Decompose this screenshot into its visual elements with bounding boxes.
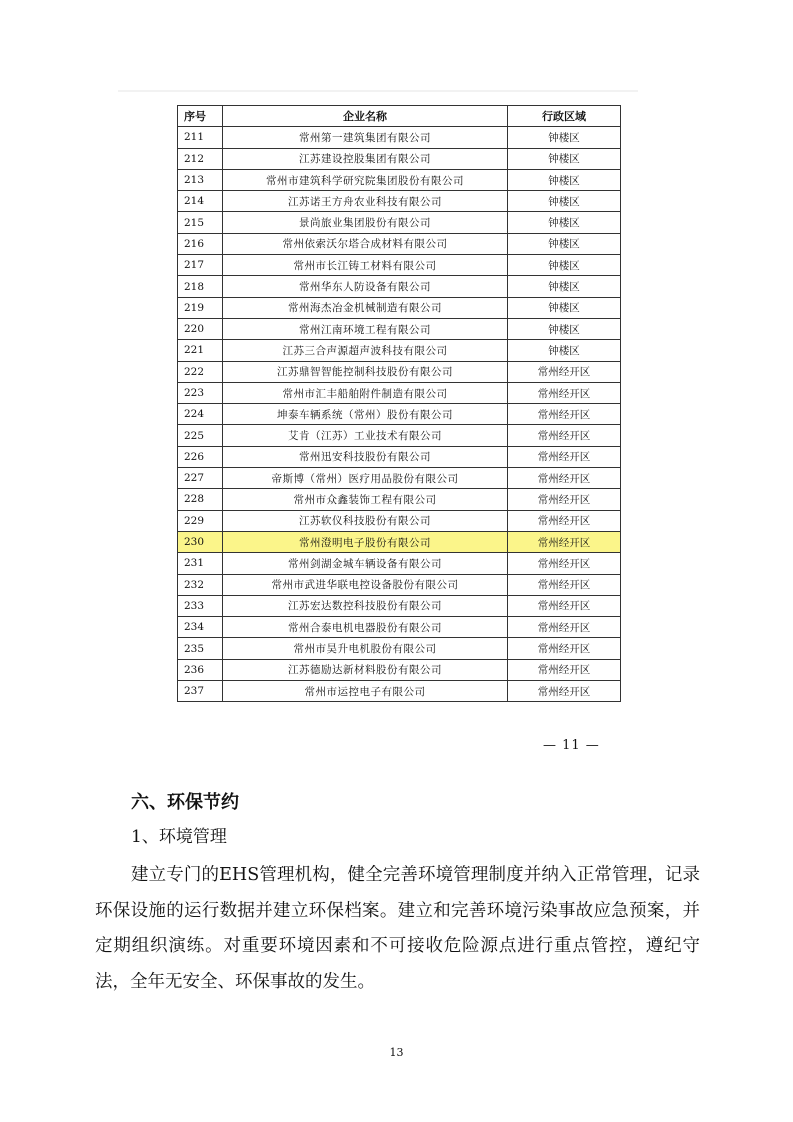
cell-company: 常州市汇丰船舶附件制造有限公司 bbox=[223, 382, 508, 403]
cell-district: 常州经开区 bbox=[508, 361, 621, 382]
cell-district: 常州经开区 bbox=[508, 489, 621, 510]
table-row bbox=[178, 531, 621, 552]
cell-district: 常州经开区 bbox=[508, 468, 621, 489]
table-row bbox=[178, 382, 621, 403]
cell-serial: 237 bbox=[178, 681, 223, 702]
cell-serial: 228 bbox=[178, 489, 223, 510]
subsection-title: 1、环境管理 bbox=[131, 827, 227, 847]
cell-district: 钟楼区 bbox=[508, 297, 621, 318]
cell-serial: 223 bbox=[178, 382, 223, 403]
cell-district: 常州经开区 bbox=[508, 553, 621, 574]
table-row bbox=[178, 468, 621, 489]
table-header-row bbox=[178, 106, 621, 127]
cell-company: 常州第一建筑集团有限公司 bbox=[223, 127, 508, 148]
cell-serial: 229 bbox=[178, 510, 223, 531]
table-row bbox=[178, 255, 621, 276]
table-row bbox=[178, 425, 621, 446]
cell-district: 常州经开区 bbox=[508, 382, 621, 403]
cell-district: 钟楼区 bbox=[508, 169, 621, 190]
cell-district: 钟楼区 bbox=[508, 255, 621, 276]
header-district: 行政区域 bbox=[508, 106, 621, 127]
cell-district: 常州经开区 bbox=[508, 574, 621, 595]
cell-serial: 226 bbox=[178, 446, 223, 467]
cell-district: 钟楼区 bbox=[508, 233, 621, 254]
cell-company: 景尚旅业集团股份有限公司 bbox=[223, 212, 508, 233]
table-row bbox=[178, 617, 621, 638]
cell-company: 常州市运控电子有限公司 bbox=[223, 681, 508, 702]
cell-company: 常州市众鑫装饰工程有限公司 bbox=[223, 489, 508, 510]
cell-district: 常州经开区 bbox=[508, 510, 621, 531]
cell-company: 江苏建设控股集团有限公司 bbox=[223, 148, 508, 169]
table-row bbox=[178, 191, 621, 212]
table-row bbox=[178, 659, 621, 680]
cell-company: 江苏软仪科技股份有限公司 bbox=[223, 510, 508, 531]
cell-company: 江苏鼎智智能控制科技股份有限公司 bbox=[223, 361, 508, 382]
table-body bbox=[178, 127, 621, 702]
cell-serial: 219 bbox=[178, 297, 223, 318]
enterprise-table bbox=[177, 105, 621, 702]
table-row bbox=[178, 340, 621, 361]
cell-serial: 232 bbox=[178, 574, 223, 595]
table-row bbox=[178, 233, 621, 254]
cell-district: 钟楼区 bbox=[508, 148, 621, 169]
table-row bbox=[178, 361, 621, 382]
header-company: 企业名称 bbox=[223, 106, 508, 127]
table-row bbox=[178, 148, 621, 169]
cell-district: 常州经开区 bbox=[508, 638, 621, 659]
table-row bbox=[178, 212, 621, 233]
cell-serial: 215 bbox=[178, 212, 223, 233]
cell-company: 常州剑湖金城车辆设备有限公司 bbox=[223, 553, 508, 574]
inner-page-number: — 11 — bbox=[543, 738, 600, 753]
cell-serial: 224 bbox=[178, 404, 223, 425]
cell-district: 常州经开区 bbox=[508, 446, 621, 467]
cell-company: 江苏三合声源超声波科技有限公司 bbox=[223, 340, 508, 361]
cell-company: 常州市长江铸工材料有限公司 bbox=[223, 255, 508, 276]
cell-company: 常州江南环境工程有限公司 bbox=[223, 318, 508, 339]
cell-company: 江苏诺王方舟农业科技有限公司 bbox=[223, 191, 508, 212]
cell-company: 艾肯（江苏）工业技术有限公司 bbox=[223, 425, 508, 446]
cell-company: 常州迅安科技股份有限公司 bbox=[223, 446, 508, 467]
table-row bbox=[178, 297, 621, 318]
cell-district: 常州经开区 bbox=[508, 617, 621, 638]
table-row bbox=[178, 276, 621, 297]
cell-district: 常州经开区 bbox=[508, 659, 621, 680]
cell-serial: 225 bbox=[178, 425, 223, 446]
table-row bbox=[178, 638, 621, 659]
table-row bbox=[178, 489, 621, 510]
table-row bbox=[178, 595, 621, 616]
cell-district: 常州经开区 bbox=[508, 531, 621, 552]
cell-district: 常州经开区 bbox=[508, 425, 621, 446]
cell-district: 钟楼区 bbox=[508, 318, 621, 339]
table-row bbox=[178, 510, 621, 531]
cell-district: 常州经开区 bbox=[508, 681, 621, 702]
body-paragraph: 建立专门的EHS管理机构，健全完善环境管理制度并纳入正常管理，记录环保设施的运行数据并建立环保档案。建立和完善环境污染事故应急预案，并定期组织演练。对重要环境因素和不可接收危险源点进行重点管控，遵纪守法，全年无安全、环保事故的发生。 bbox=[95, 865, 700, 992]
cell-company: 常州市武进华联电控设备股份有限公司 bbox=[223, 574, 508, 595]
cell-district: 钟楼区 bbox=[508, 276, 621, 297]
cell-serial: 217 bbox=[178, 255, 223, 276]
table-row bbox=[178, 127, 621, 148]
cell-serial: 231 bbox=[178, 553, 223, 574]
page-number: 13 bbox=[389, 1046, 404, 1059]
cell-serial: 227 bbox=[178, 468, 223, 489]
header-serial: 序号 bbox=[178, 106, 223, 127]
cell-company: 帝斯博（常州）医疗用品股份有限公司 bbox=[223, 468, 508, 489]
cell-company: 常州依索沃尔塔合成材料有限公司 bbox=[223, 233, 508, 254]
table-row bbox=[178, 404, 621, 425]
cell-serial: 211 bbox=[178, 127, 223, 148]
cell-company: 常州合泰电机电器股份有限公司 bbox=[223, 617, 508, 638]
cell-company: 常州市建筑科学研究院集团股份有限公司 bbox=[223, 169, 508, 190]
cell-district: 常州经开区 bbox=[508, 595, 621, 616]
section-title: 六、环保节约 bbox=[131, 792, 239, 813]
cell-serial: 216 bbox=[178, 233, 223, 254]
cell-serial: 212 bbox=[178, 148, 223, 169]
table-row bbox=[178, 169, 621, 190]
table-row bbox=[178, 446, 621, 467]
cell-company: 常州华东人防设备有限公司 bbox=[223, 276, 508, 297]
cell-serial: 218 bbox=[178, 276, 223, 297]
cell-serial: 236 bbox=[178, 659, 223, 680]
cell-company: 常州市昊升电机股份有限公司 bbox=[223, 638, 508, 659]
cell-company: 江苏宏达数控科技股份有限公司 bbox=[223, 595, 508, 616]
cell-district: 常州经开区 bbox=[508, 404, 621, 425]
cell-serial: 234 bbox=[178, 617, 223, 638]
cell-serial: 222 bbox=[178, 361, 223, 382]
cell-serial: 213 bbox=[178, 169, 223, 190]
cell-district: 钟楼区 bbox=[508, 127, 621, 148]
cell-serial: 235 bbox=[178, 638, 223, 659]
scan-edge bbox=[118, 90, 638, 92]
table-row bbox=[178, 553, 621, 574]
cell-district: 钟楼区 bbox=[508, 191, 621, 212]
table-row bbox=[178, 681, 621, 702]
cell-district: 钟楼区 bbox=[508, 340, 621, 361]
table-row bbox=[178, 574, 621, 595]
cell-serial: 233 bbox=[178, 595, 223, 616]
table-row bbox=[178, 318, 621, 339]
cell-company: 常州海杰冶金机械制造有限公司 bbox=[223, 297, 508, 318]
cell-serial: 220 bbox=[178, 318, 223, 339]
cell-company: 常州澄明电子股份有限公司 bbox=[223, 531, 508, 552]
cell-serial: 230 bbox=[178, 531, 223, 552]
cell-serial: 221 bbox=[178, 340, 223, 361]
cell-company: 坤泰车辆系统（常州）股份有限公司 bbox=[223, 404, 508, 425]
cell-serial: 214 bbox=[178, 191, 223, 212]
cell-company: 江苏德励达新材料股份有限公司 bbox=[223, 659, 508, 680]
cell-district: 钟楼区 bbox=[508, 212, 621, 233]
